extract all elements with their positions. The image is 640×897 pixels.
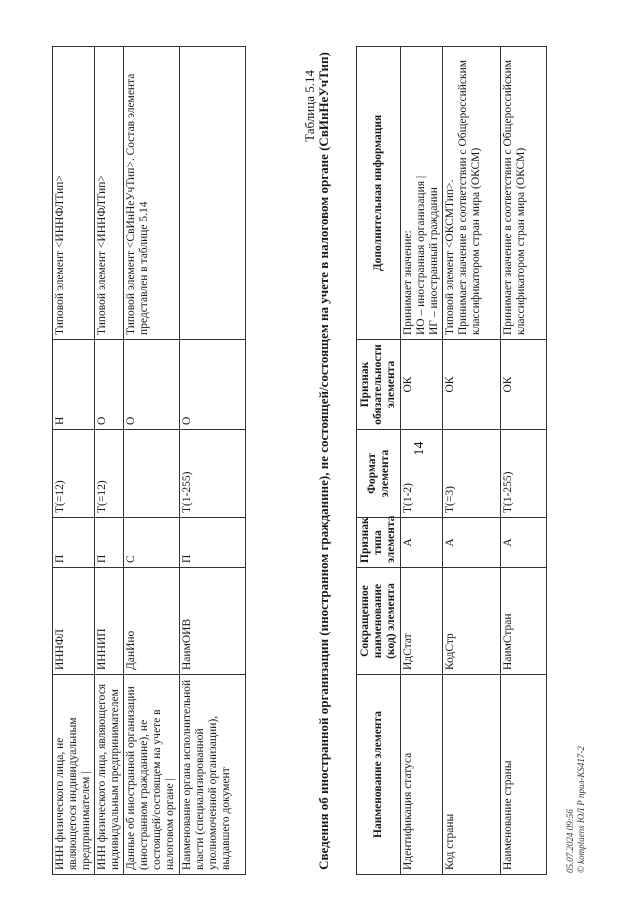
cell-info: Типовой элемент <ИННФЛТип> (53, 47, 95, 340)
cell-name: ИНН физического лица, не являющегося индивидуальным предпринимателем | (53, 675, 95, 875)
header-name: Наименование элемента (357, 675, 401, 875)
top-table (52, 46, 246, 875)
cell-code: КодСтр (443, 568, 501, 675)
cell-format: Т(=3) (443, 430, 501, 518)
table-5-14 (356, 46, 547, 875)
cell-name: Наименование страны (501, 675, 547, 875)
page-number: 14 (412, 441, 427, 456)
info-line: ИО – иностранная организация | (415, 175, 427, 335)
table-row (501, 47, 547, 875)
cell-info (443, 47, 501, 340)
cell-info: Типовой элемент <СвИнНеУчТип>. Состав элемента представлен в таблице 5.14 (124, 47, 180, 340)
header-format: Формат элемента (357, 430, 401, 518)
cell-type: П (53, 518, 95, 568)
info-line: Принимает значение: (402, 230, 414, 335)
header-type: Признак типа элемента (357, 518, 401, 568)
cell-name: Данные об иностранной организации (иностранном гражданине), не состоящей/состоящем на учете в налоговом органе | (124, 675, 180, 875)
cell-code: ИННИП (95, 568, 124, 675)
cell-code: ДанИно (124, 568, 180, 675)
cell-name: Идентификация статуса (401, 675, 443, 875)
cell-format: Т(1-255) (501, 430, 547, 518)
cell-req: О (180, 340, 246, 430)
cell-code: ИННФЛ (53, 568, 95, 675)
info-line: Принимает значение в соответствии с Общероссийским классификатором стран мира (ОКСМ) (502, 59, 527, 335)
cell-req: ОК (443, 340, 501, 430)
cell-req: Н (53, 340, 95, 430)
section-title: Сведения об иностранной организации (иностранном гражданине), не состоящей/состоящем на учете в налоговом органе (СвИнНеУчТип) (316, 52, 331, 870)
cell-info (501, 47, 547, 340)
cell-code: ИдСтат (401, 568, 443, 675)
cell-type: С (124, 518, 180, 568)
header-req: Признак обязательности элемента (357, 340, 401, 430)
cell-code: НаимСтран (501, 568, 547, 675)
table-row (95, 47, 124, 875)
info-line: Типовой элемент <ОКСМТип>. (444, 179, 456, 335)
info-line: Принимает значение в соответствии с Общероссийским классификатором стран мира (ОКСМ) (457, 59, 482, 335)
cell-type: А (401, 518, 443, 568)
cell-req: О (124, 340, 180, 430)
cell-req: О (95, 340, 124, 430)
footer-date: 05.07.2024 09:56 (565, 809, 575, 873)
footer-source: © komplaens ЮЛ Р прил-KS417-2 (576, 746, 586, 873)
cell-format (124, 430, 180, 518)
cell-info (180, 47, 246, 340)
table-label: Таблица 5.14 (302, 70, 317, 142)
footer-stamp (565, 746, 587, 873)
table-row (124, 47, 180, 875)
cell-format: Т(1-255) (180, 430, 246, 518)
table-row (180, 47, 246, 875)
header-code: Сокращенное наименование (код) элемента (357, 568, 401, 675)
cell-format: Т(=12) (53, 430, 95, 518)
header-info: Дополнительная информация (357, 47, 401, 340)
info-line: ИГ – иностранный гражданин (428, 187, 440, 335)
table-header-row (357, 47, 401, 875)
table-row (443, 47, 501, 875)
cell-type: П (180, 518, 246, 568)
cell-info: Типовой элемент <ИННФЛТип> (95, 47, 124, 340)
cell-format: Т(=12) (95, 430, 124, 518)
cell-type: А (443, 518, 501, 568)
cell-name: Код страны (443, 675, 501, 875)
cell-req: ОК (401, 340, 443, 430)
table-row (53, 47, 95, 875)
cell-type: П (95, 518, 124, 568)
cell-req: ОК (501, 340, 547, 430)
cell-name: ИНН физического лица, являющегося индивидуальным предпринимателем (95, 675, 124, 875)
cell-format: Т(1-2) (401, 430, 443, 518)
cell-name: Наименование органа исполнительной власти (специализированной уполномоченной организации), выдавшего документ (180, 675, 246, 875)
cell-code: НаимОИВ (180, 568, 246, 675)
cell-type: А (501, 518, 547, 568)
